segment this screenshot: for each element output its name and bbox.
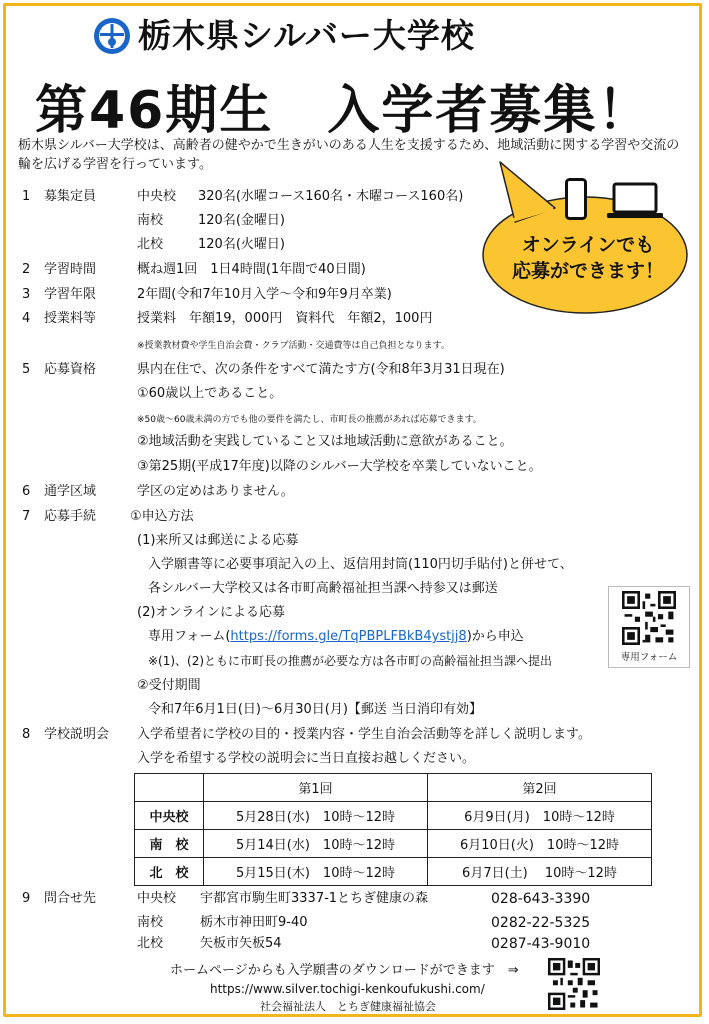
footer-url[interactable]: https://www.silver.tochigi-kenkoufukushi.com/ [210, 982, 485, 996]
section-6-value: 学区の定めはありません。 [137, 484, 294, 499]
section-8-line-2: 入学を希望する学校の説明会に当日直接お越しください。 [137, 751, 476, 766]
table-row [135, 802, 652, 830]
s1-value-2: 120名(金曜日) [198, 213, 285, 228]
table-cell: 6月10日(火) 10時～12時 [428, 830, 652, 858]
s9-campus-2: 南校 [137, 915, 164, 930]
section-5-condition-1: ①60歳以上であること。 [137, 386, 283, 401]
section-9-number: 9 [22, 891, 31, 906]
online-form-qr-label: 専用フォーム [620, 652, 678, 663]
s1-value-1: 320名(水曜コース160名・木曜コース160名) [198, 189, 464, 204]
homepage-qr-code-icon[interactable] [548, 958, 600, 1010]
table-header-1: 第1回 [204, 774, 428, 802]
section-8-line-1: 入学希望者に学校の目的・授業内容・学生自治会活動等を詳しく説明します。 [137, 727, 591, 742]
section-7-method-a: (1)来所又は郵送による応募 [137, 533, 299, 548]
section-7-period-heading: ②受付期間 [137, 678, 201, 693]
section-4-label: 授業料等 [44, 311, 97, 326]
section-2-label: 学習時間 [44, 262, 97, 277]
section-7-label: 応募手続 [44, 509, 97, 524]
section-7-method-b: (2)オンラインによる応募 [137, 605, 286, 620]
laptop-icon [606, 182, 664, 220]
table-cell: 6月7日(土) 10時～12時 [428, 858, 652, 886]
section-5-condition-3: ③第25期(平成17年度)以降のシルバー大学校を卒業していないこと。 [137, 459, 542, 474]
online-form-qr-code-icon [622, 591, 676, 645]
briefing-schedule-table [134, 773, 652, 886]
section-4-note: ※授業教材費や学生自治会費・クラブ活動・交通費等は自己負担となります。 [137, 341, 450, 351]
table-header-row [135, 774, 652, 802]
table-row [135, 830, 652, 858]
section-7-method-heading: ①申込方法 [130, 509, 194, 524]
table-header-2: 第2回 [428, 774, 652, 802]
online-bubble-line2: 応募ができます！ [511, 260, 664, 282]
s9-address-3: 矢板市矢板54 [200, 936, 282, 951]
s9-tel-3: 0287-43-9010 [491, 936, 591, 952]
form-line-prefix: 専用フォーム( [148, 629, 231, 644]
s1-campus-1: 中央校 [137, 189, 177, 204]
section-6-number: 6 [22, 484, 31, 499]
section-4-value: 授業料 年額19，000円 資料代 年額2，100円 [137, 311, 433, 326]
section-7-method-a1: 入学願書等に必要事項記入の上、返信用封筒(110円切手貼付)と併せて、 [148, 557, 573, 572]
section-3-number: 3 [22, 287, 31, 302]
table-cell: 5月28日(水) 10時～12時 [204, 802, 428, 830]
section-5-condition-2: ②地域活動を実践していること又は地域活動に意欲があること。 [137, 434, 513, 449]
section-7-method-b2: ※(1)、(2)ともに市町長の推薦が必要な方は各市町の高齢福祉担当課へ提出 [148, 654, 553, 668]
smartphone-icon [565, 178, 587, 220]
s1-campus-3: 北校 [137, 237, 164, 252]
section-4-number: 4 [22, 311, 31, 326]
table-cell: 5月15日(木) 10時～12時 [204, 858, 428, 886]
section-9-label: 問合せ先 [44, 891, 97, 906]
section-7-form-line [148, 628, 524, 646]
section-1-number: 1 [22, 189, 31, 204]
online-form-qr-box[interactable] [608, 586, 690, 668]
section-5-condition-1-note: ※50歳～60歳未満の方でも他の要件を満たし、市町長の推薦があれば応募できます。 [137, 415, 482, 425]
section-5-label: 応募資格 [44, 362, 97, 377]
table-row-campus: 北 校 [135, 858, 204, 886]
section-7-method-a2: 各シルバー大学校又は各市町高齢福祉担当課へ持参又は郵送 [148, 581, 498, 596]
section-8-label: 学校説明会 [44, 727, 110, 742]
section-6-label: 通学区域 [44, 484, 97, 499]
s9-tel-2: 0282-22-5325 [491, 915, 591, 931]
s9-address-1: 宇都宮市駒生町3337-1とちぎ健康の森 [200, 891, 429, 906]
intro-text: 栃木県シルバー大学校は、高齢者の健やかで生きがいのある人生を支援するため、地域活動に関する学習や交流の輪を広げる学習を行っています。 [18, 138, 680, 172]
s9-tel-1: 028-643-3390 [491, 891, 591, 907]
online-form-link[interactable]: https://forms.gle/TqPBPLFBkB4ystjj8 [230, 629, 467, 644]
school-title: 栃木県シルバー大学校 [138, 16, 475, 55]
table-cell: 5月14日(水) 10時～12時 [204, 830, 428, 858]
s9-campus-3: 北校 [137, 936, 164, 951]
page-headline: 第46期生 入学者募集！ [35, 81, 652, 141]
section-3-value: 2年間(令和7年10月入学～令和9年9月卒業) [137, 287, 392, 302]
online-bubble-text [488, 232, 688, 284]
s9-campus-1: 中央校 [137, 891, 177, 906]
section-7-number: 7 [22, 509, 31, 524]
section-7-period: 令和7年6月1日(日)～6月30日(月)【郵送 当日消印有効】 [148, 702, 483, 717]
footer-download-text: ホームページからも入学願書のダウンロードができます ⇒ [170, 963, 519, 978]
table-row [135, 858, 652, 886]
table-row-campus: 南 校 [135, 830, 204, 858]
footer-organization: 社会福祉法人 とちぎ健康福祉協会 [260, 1000, 436, 1013]
section-2-value: 概ね週1回 1日4時間(1年間で40日間) [137, 262, 366, 277]
section-5-number: 5 [22, 362, 31, 377]
section-8-number: 8 [22, 727, 31, 742]
section-2-number: 2 [22, 262, 31, 277]
s9-address-2: 栃木市神田町9-40 [200, 915, 308, 930]
online-bubble-line1: オンラインでも [521, 234, 655, 256]
section-1-label: 募集定員 [44, 189, 97, 204]
s1-campus-2: 南校 [137, 213, 164, 228]
section-5-value: 県内在住で、次の条件をすべて満たす方(令和8年3月31日現在) [137, 362, 505, 377]
section-3-label: 学習年限 [44, 287, 97, 302]
form-line-suffix: )から申込 [466, 629, 524, 644]
prefecture-emblem-icon [92, 16, 132, 56]
table-cell: 6月9日(月) 10時～12時 [428, 802, 652, 830]
table-row-campus: 中央校 [135, 802, 204, 830]
table-corner [135, 774, 204, 802]
s1-value-3: 120名(火曜日) [198, 237, 285, 252]
